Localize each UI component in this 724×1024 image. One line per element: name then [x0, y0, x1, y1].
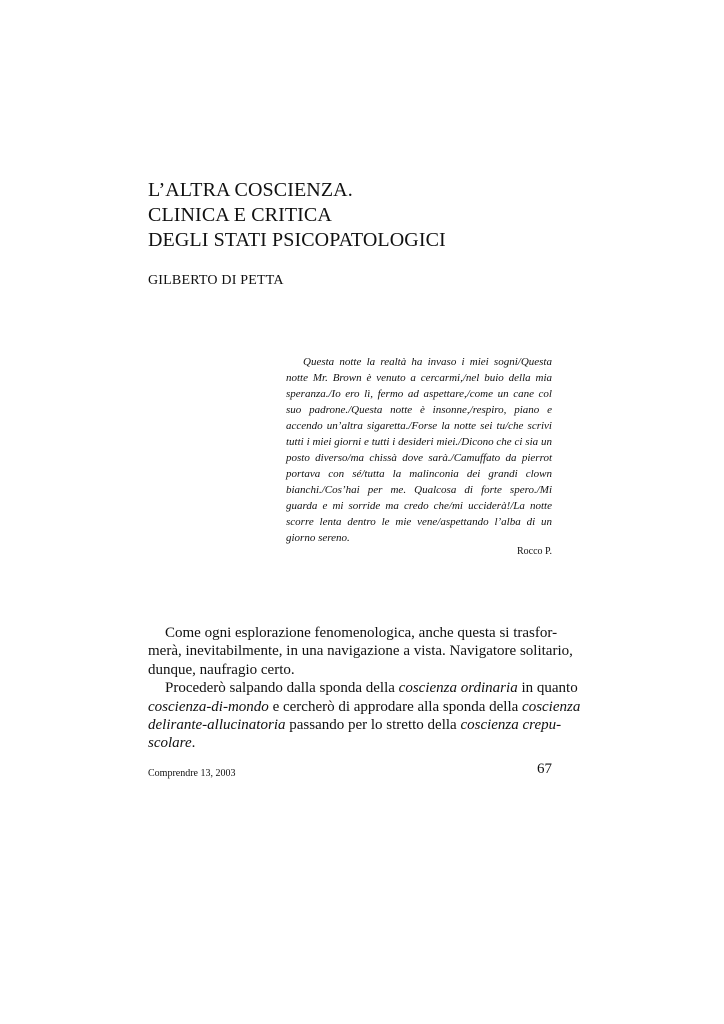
epigraph-line: guarda e mi sorride ma credo che/mi ucciderà!/La notte [286, 500, 552, 512]
text-run: e cercherò di approdare alla sponda della [268, 698, 523, 715]
paragraph-1-line: merà, inevitabilmente, in una navigazione a vista. Navigatore solitario, [148, 643, 573, 660]
journal-citation: Comprendre 13, 2003 [148, 768, 236, 779]
epigraph-line: tutti i miei giorni e tutti i desideri miei./Dicono che ci sia un [286, 436, 552, 448]
epigraph-line: accendo un’altra sigaretta./Forse la notte sei tu/che scrivi [286, 420, 552, 432]
italic-term: coscienza crepu- [460, 716, 562, 733]
epigraph-line: notte Mr. Brown è venuto a cercarmi,/nel buio della mia [286, 372, 552, 384]
text-run: in quanto [517, 680, 578, 697]
paragraph-2-line [148, 679, 578, 697]
title-line-3: DEGLI STATI PSICOPATOLOGICI [148, 229, 446, 251]
epigraph-line: posto diverso/ma chissà dove sarà./Camuffato da pierrot [286, 452, 552, 464]
epigraph-line: portava con sé/tutta la malinconia dei grandi clown [286, 468, 552, 480]
article-title [148, 178, 446, 253]
text-run: Procederò salpando dalla sponda della [165, 680, 399, 697]
epigraph-line: speranza./Io ero lì, fermo ad aspettare,/come un cane col [286, 388, 552, 400]
italic-term: coscienza [522, 698, 581, 715]
paragraph-2-line [148, 716, 562, 734]
title-line-2: CLINICA E CRITICA [148, 204, 332, 226]
author-name: GILBERTO DI PETTA [148, 273, 284, 288]
epigraph-line: bianchi./Cos’hai per me. Qualcosa di forte spero./Mi [286, 484, 552, 496]
italic-term: coscienza-di-mondo [148, 698, 269, 715]
epigraph-line: suo padrone./Questa notte è insonne,/respiro, piano e [286, 404, 552, 416]
epigraph-line: scorre lenta dentro le mie vene/aspettando l’alba di un [286, 516, 552, 528]
title-line-1: L’ALTRA COSCIENZA. [148, 179, 353, 201]
epigraph-line: giorno sereno. [286, 532, 350, 544]
paragraph-2-line [148, 698, 581, 716]
italic-term: delirante-allucinatoria [148, 716, 286, 733]
paragraph-2-line [148, 734, 552, 752]
epigraph-attribution: Rocco P. [517, 546, 552, 557]
body-text [148, 624, 581, 753]
epigraph-line: Questa notte la realtà ha invaso i miei sogni/Questa [303, 356, 552, 368]
italic-term: scolare [148, 735, 192, 752]
paragraph-1-line: Come ogni esplorazione fenomenologica, anche questa si trasfor- [165, 625, 558, 641]
text-run: . [191, 735, 196, 752]
text-run: passando per lo stretto della [285, 716, 461, 733]
page-number: 67 [537, 761, 552, 777]
paragraph-1-line: dunque, naufragio certo. [148, 661, 295, 678]
epigraph [286, 354, 552, 546]
italic-term: coscienza ordinaria [398, 680, 518, 697]
